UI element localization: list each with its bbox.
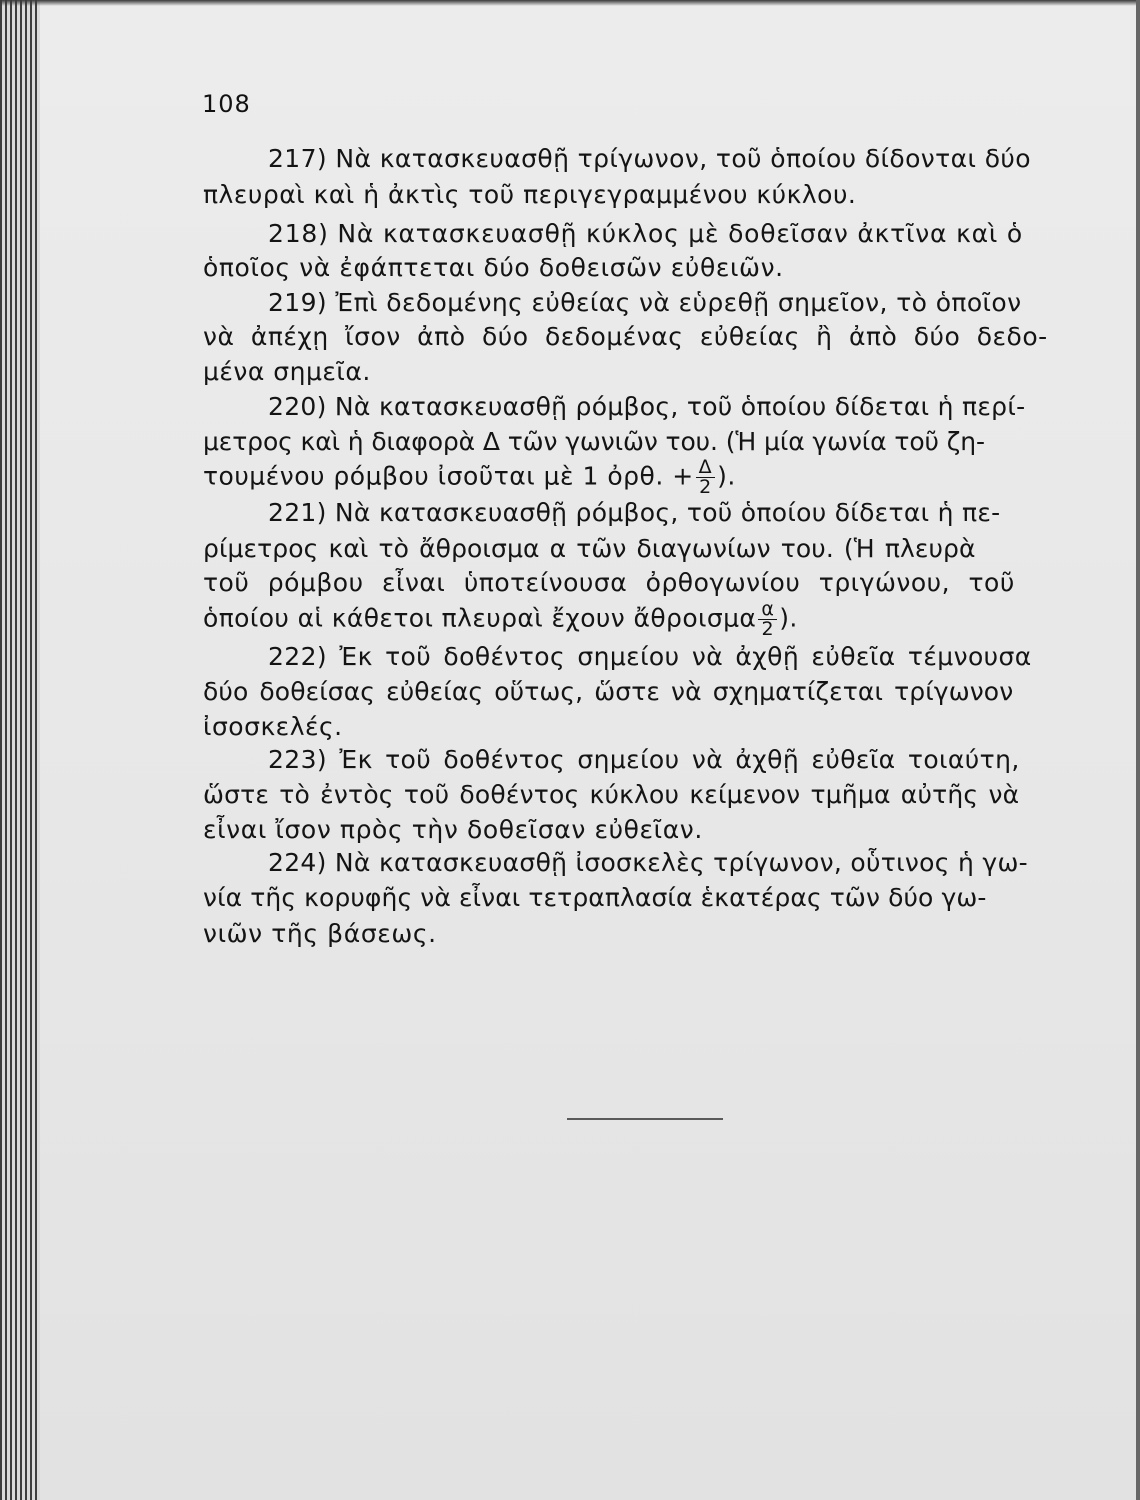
section-end-rule — [567, 1118, 723, 1120]
problem-224-line-3: νιῶν τῆς βάσεως. — [203, 919, 437, 948]
fraction-numerator: Δ — [696, 458, 716, 478]
problem-217-line-1: 217) Νὰ κατασκευασθῇ τρίγωνον, τοῦ ὁποίου δίδονται δύο — [268, 144, 1031, 173]
problem-220-line-2: μετρος καὶ ἡ διαφορὰ Δ τῶν γωνιῶν του. (Ἡ μία γωνία τοῦ ζη- — [203, 427, 985, 456]
problem-222-line-1: 222) Ἐκ τοῦ δοθέντος σημείου νὰ ἀχθῇ εὐθεῖα τέμνουσα — [268, 642, 1032, 671]
problem-223-line-2: ὥστε τὸ ἐντὸς τοῦ δοθέντος κύκλου κείμενον τμῆμα αὐτῆς νὰ — [203, 780, 1020, 809]
problem-217-line-2: πλευραὶ καὶ ἡ ἀκτὶς τοῦ περιγεγραμμένου κύκλου. — [203, 180, 857, 209]
problem-220-line-3 — [203, 458, 736, 497]
problem-220-line-3-end: ). — [717, 461, 736, 491]
problem-221-line-4-end: ). — [779, 603, 798, 633]
problem-223-line-1: 223) Ἐκ τοῦ δοθέντος σημείου νὰ ἀχθῇ εὐθεῖα τοιαύτη, — [268, 745, 1020, 774]
problem-218-line-1: 218) Νὰ κατασκευασθῇ κύκλος μὲ δοθεῖσαν ἀκτῖνα καὶ ὁ — [268, 219, 1023, 248]
fraction-numerator: α — [758, 600, 777, 620]
problem-222-line-2: δύο δοθείσας εὐθείας οὕτως, ὥστε νὰ σχηματίζεται τρίγωνον — [203, 677, 1014, 706]
problem-222-line-3: ἰσοσκελές. — [203, 712, 343, 741]
fraction-denominator: 2 — [761, 618, 775, 640]
alpha-over-two-fraction — [758, 600, 777, 639]
problem-224-line-2: νία τῆς κορυφῆς νὰ εἶναι τετραπλασία ἑκατέρας τῶν δύο γω- — [203, 883, 987, 912]
delta-over-two-fraction — [696, 458, 716, 497]
problem-221-line-4-text: ὁποίου αἱ κάθετοι πλευραὶ ἔχουν ἄθροισμα — [203, 603, 757, 633]
problem-221-line-1: 221) Νὰ κατασκευασθῇ ρόμβος, τοῦ ὁποίου δίδεται ἡ πε- — [268, 498, 1001, 527]
problem-218-line-2: ὁποῖος νὰ ἐφάπτεται δύο δοθεισῶν εὐθειῶν. — [203, 253, 784, 282]
problem-219-line-1: 219) Ἐπὶ δεδομένης εὐθείας νὰ εὑρεθῇ σημεῖον, τὸ ὁποῖον — [268, 288, 1022, 317]
problem-219-line-3: μένα σημεῖα. — [203, 357, 371, 386]
problem-223-line-3: εἶναι ἴσον πρὸς τὴν δοθεῖσαν εὐθεῖαν. — [203, 815, 703, 844]
problem-221-line-4 — [203, 600, 798, 639]
problem-220-line-1: 220) Νὰ κατασκευασθῇ ρόμβος, τοῦ ὁποίου δίδεται ἡ περί- — [268, 392, 1026, 421]
page-stack-edges — [0, 0, 40, 1500]
top-shadow — [0, 0, 1140, 6]
problem-220-line-3-text: τουμένου ρόμβου ἰσοῦται μὲ 1 ὀρθ. + — [203, 461, 694, 491]
page-number: 108 — [202, 90, 251, 118]
problem-221-line-3: τοῦ ρόμβου εἶναι ὑποτείνουσα ὀρθογωνίου τριγώνου, τοῦ — [203, 568, 1015, 597]
problem-219-line-2: νὰ ἀπέχῃ ἴσον ἀπὸ δύο δεδομένας εὐθείας ἢ ἀπὸ δύο δεδο- — [203, 322, 1048, 351]
right-shadow — [1136, 0, 1140, 1500]
problem-224-line-1: 224) Νὰ κατασκευασθῇ ἰσοσκελὲς τρίγωνον, οὗτινος ἡ γω- — [268, 848, 1028, 877]
problem-221-line-2: ρίμετρος καὶ τὸ ἄθροισμα α τῶν διαγωνίων του. (Ἡ πλευρὰ — [203, 534, 976, 563]
fraction-denominator: 2 — [699, 476, 712, 498]
